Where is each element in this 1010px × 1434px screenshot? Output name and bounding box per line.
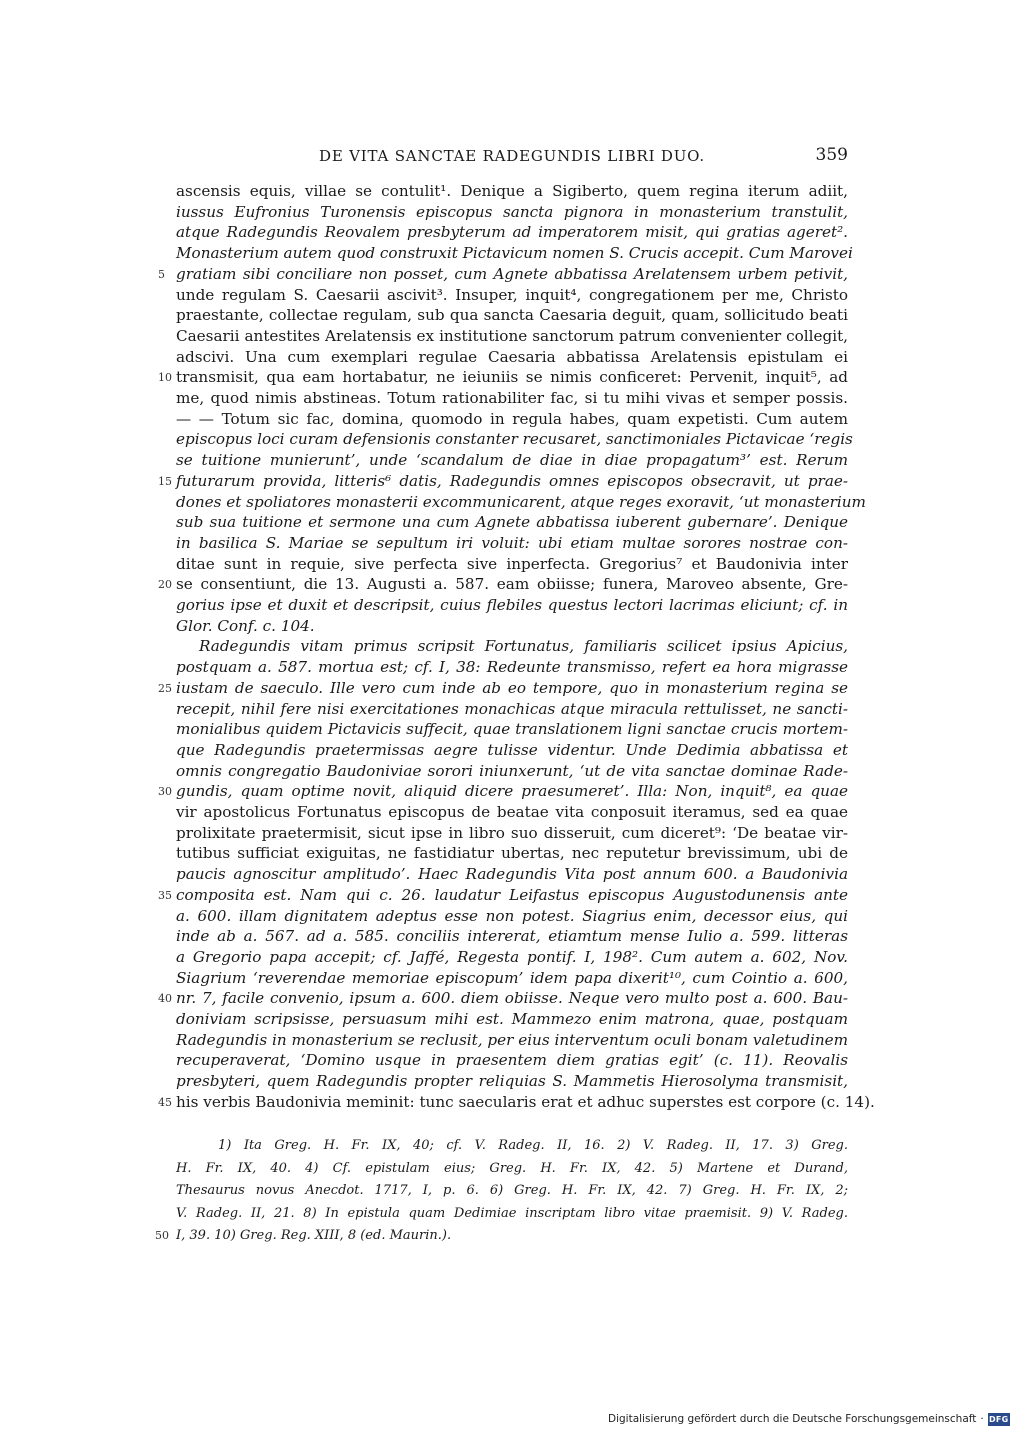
text-line-content: tutibus sufficiat exiguitas, ne fastidiatur ubertas, nec reputetur brevissimum, ubi de	[176, 844, 848, 863]
text-line-content: futurarum provida, litteris⁶ datis, Radegundis omnes episcopos obsecravit, ut prae-	[176, 471, 848, 490]
text-line	[176, 595, 848, 616]
text-line-content: composita est. Nam qui c. 26. laudatur Leifastus episcopus Augustodunensis ante	[176, 885, 848, 904]
text-line-content: omnis congregatio Baudoniviae sorori iniunxerunt, ‘ut de vita sanctae dominae Rade-	[176, 761, 848, 780]
text-line	[176, 657, 848, 678]
text-line	[176, 843, 848, 864]
text-line	[176, 243, 853, 264]
text-line	[176, 636, 848, 657]
text-line-content: que Radegundis praetermissas aegre tulisse videntur. Unde Dedimia abbatissa et	[176, 740, 848, 759]
line-number: 45	[158, 1095, 172, 1109]
text-line-content: in basilica S. Mariae se sepultum iri voluit: ubi etiam multae sorores nostrae con-	[176, 533, 848, 552]
text-line-content: transmisit, qua eam hortabatur, ne ieiuniis se nimis conficeret: Pervenit, inquit⁵, ad	[176, 368, 848, 387]
text-line	[176, 740, 848, 761]
text-line-content: adscivi. Una cum exemplari regulae Caesaria abbatissa Arelatensis epistulam ei	[176, 347, 848, 366]
text-line	[158, 574, 848, 595]
text-line-content: sub sua tuitione et sermone una cum Agnete abbatissa iuberent gubernare’. Denique	[176, 513, 848, 532]
text-line-content: Radegundis vitam primus scripsit Fortunatus, familiaris scilicet ipsius Apicius,	[199, 637, 848, 656]
footnote-line-content: H. Fr. IX, 40. 4) Cf. epistulam eius; Greg. H. Fr. IX, 42. 5) Martene et Durand,	[176, 1160, 848, 1176]
text-line	[176, 616, 848, 637]
text-line	[176, 1050, 848, 1071]
text-line	[158, 471, 848, 492]
text-line	[176, 409, 848, 430]
text-line-content: monialibus quidem Pictavicis suffecit, quae translationem ligni sanctae crucis mortem-	[176, 720, 848, 739]
footnote-line	[176, 1203, 848, 1225]
text-line-content: his verbis Baudonivia meminit: tunc saecularis erat et adhuc superstes est corpore (c. 14).	[176, 1092, 875, 1111]
text-line	[176, 492, 866, 513]
text-line-content: se tuitione munierunt’, unde ‘scandalum de diae in diae propagatum³’ est. Rerum	[176, 451, 848, 470]
text-line-content: recepit, nihil fere nisi exercitationes monachicas atque miracula rettulisset, ne sancti-	[176, 699, 848, 718]
text-line	[176, 947, 848, 968]
text-line	[176, 699, 848, 720]
text-line	[158, 988, 848, 1009]
text-line-content: praestante, collectae regulam, sub qua sancta Caesaria deguit, quam, sollicitudo beati	[176, 306, 848, 325]
text-line-content: dones et spoliatores monasterii excommunicarent, atque reges exoravit, ‘ut monasterium	[176, 492, 866, 511]
footnote-line	[176, 1180, 848, 1202]
text-line-content: iustam de saeculo. Ille vero cum inde ab eo tempore, quo in monasterium regina se	[176, 678, 848, 697]
text-line	[176, 181, 848, 202]
line-number: 25	[158, 681, 172, 695]
line-number: 20	[158, 578, 172, 592]
text-line	[176, 802, 848, 823]
text-line	[176, 347, 848, 368]
text-line	[176, 968, 848, 989]
text-line-content: prolixitate praetermisit, sicut ipse in libro suo disseruit, cum diceret⁹: ‘De beatae vir-	[176, 823, 848, 842]
text-line-content: Caesarii antestites Arelatensis ex institutione sanctorum patrum convenienter collegit,	[176, 326, 848, 345]
line-number: 40	[158, 992, 172, 1006]
text-line-content: se consentiunt, die 13. Augusti a. 587. eam obiisse; funera, Maroveo absente, Gre-	[176, 575, 848, 594]
text-line	[176, 1030, 848, 1051]
text-line	[176, 926, 848, 947]
text-line	[176, 761, 848, 782]
text-line-content: gundis, quam optime novit, aliquid dicere praesumeret’. Illa: Non, inquit⁸, ea quae	[176, 782, 848, 801]
text-line-content: Monasterium autem quod construxit Pictavicum nomen S. Crucis accepit. Cum Marovei	[176, 244, 853, 263]
text-line	[176, 305, 848, 326]
text-line	[176, 326, 848, 347]
footnote-line	[176, 1158, 848, 1180]
digitization-credit: Digitalisierung gefördert durch die Deutsche Forschungsgemeinschaft · DFG	[608, 1413, 1009, 1425]
text-line	[176, 823, 848, 844]
text-line	[176, 202, 848, 223]
text-line	[158, 367, 848, 388]
line-number: 35	[158, 888, 172, 902]
text-line	[176, 533, 848, 554]
text-line	[176, 429, 853, 450]
text-line	[158, 1092, 875, 1113]
footnote-line-content: V. Radeg. II, 21. 8) In epistula quam Dedimiae inscriptam libro vitae praemisit. 9) V. Radeg.	[176, 1205, 848, 1221]
text-line-content: a. 600. illam dignitatem adeptus esse non potest. Siagrius enim, decessor eius, qui	[176, 906, 848, 925]
text-line-content: inde ab a. 567. ad a. 585. conciliis intererat, etiamtum mense Iulio a. 599. litteras	[176, 927, 848, 946]
text-line-content: atque Radegundis Reovalem presbyterum ad imperatorem misit, qui gratias ageret².	[176, 223, 848, 242]
text-line-content: Siagrium ‘reverendae memoriae episcopum’ idem papa dixerit¹⁰, cum Cointio a. 600,	[176, 968, 848, 987]
text-line	[176, 1071, 848, 1092]
line-number: 5	[158, 267, 165, 281]
text-line-content: nr. 7, facile convenio, ipsum a. 600. diem obiisse. Neque vero multo post a. 600. Bau-	[176, 989, 848, 1008]
dfg-logo: DFG	[988, 1414, 1009, 1424]
text-line	[158, 678, 848, 699]
footnote-line-content: 1) Ita Greg. H. Fr. IX, 40; cf. V. Radeg. II, 16. 2) V. Radeg. II, 17. 3) Greg.	[218, 1138, 848, 1153]
text-line-content: ditae sunt in requie, sive perfecta sive inperfecta. Gregorius⁷ et Baudonivia inter	[176, 554, 848, 573]
text-line-content: doniviam scripsisse, persuasum mihi est. Mammezo enim matrona, quae, postquam	[176, 1010, 848, 1028]
line-number: 50	[155, 1229, 169, 1242]
footnote-line-content: I, 39. 10) Greg. Reg. XIII, 8 (ed. Maurin.).	[176, 1228, 452, 1243]
footnote-line	[176, 1135, 848, 1157]
text-line	[176, 222, 848, 243]
footnote-line-content: Thesaurus novus Anecdot. 1717, I, p. 6. 6) Greg. H. Fr. IX, 42. 7) Greg. H. Fr. IX, 2;	[176, 1183, 848, 1198]
text-line-content: Radegundis in monasterium se reclusit, per eius interventum oculi bonam valetudinem	[176, 1030, 848, 1049]
text-line-content: paucis agnoscitur amplitudo’. Haec Radegundis Vita post annum 600. a Baudonivia	[176, 865, 848, 884]
text-line	[176, 512, 848, 533]
text-line	[176, 554, 848, 575]
text-line-content: unde regulam S. Caesarii ascivit³. Insuper, inquit⁴, congregationem per me, Christo	[176, 285, 848, 304]
text-line-content: — — Totum sic fac, domina, quomodo in regula habes, quam expetisti. Cum autem	[176, 409, 848, 428]
line-number: 30	[158, 785, 172, 799]
text-line-content: postquam a. 587. mortua est; cf. I, 38: Redeunte transmisso, refert ea hora migrasse	[176, 658, 848, 677]
text-line-content: presbyteri, quem Radegundis propter reliquias S. Mammetis Hierosolyma transmisit,	[176, 1072, 848, 1091]
text-line-content: episcopus loci curam defensionis constanter recusaret, sanctimoniales Pictavicae ‘regis	[176, 430, 853, 449]
running-title: DE VITA SANCTAE RADEGUNDIS LIBRI DUO.	[319, 147, 705, 165]
text-line-content: gorius ipse et duxit et descripsit, cuius flebiles questus lectori lacrimas eliciunt; cf. in	[176, 596, 848, 614]
text-line	[176, 285, 848, 306]
text-line	[176, 719, 848, 740]
text-line-content: iussus Eufronius Turonensis episcopus sancta pignora in monasterium transtulit,	[176, 202, 848, 221]
line-number: 10	[158, 371, 172, 385]
text-line	[176, 906, 848, 927]
text-line-content: vir apostolicus Fortunatus episcopus de beatae vita conposuit iteramus, sed ea quae	[176, 803, 848, 821]
text-line	[176, 388, 848, 409]
footnote-line	[155, 1225, 848, 1247]
text-line-content: a Gregorio papa accepit; cf. Jaffé, Regesta pontif. I, 198². Cum autem a. 602, Nov.	[176, 947, 848, 966]
text-line-content: recuperaverat, ‘Domino usque in praesentem diem gratias egit’ (c. 11). Reovalis	[176, 1051, 848, 1070]
text-line	[176, 1009, 848, 1030]
text-line-content: gratiam sibi conciliare non posset, cum Agnete abbatissa Arelatensem urbem petivit,	[176, 264, 848, 283]
text-line-content: me, quod nimis abstineas. Totum rationabiliter fac, si tu mihi vivas et semper possis.	[176, 389, 848, 407]
text-line-content: ascensis equis, villae se contulit¹. Denique a Sigiberto, quem regina iterum adiit,	[176, 182, 848, 200]
page-number: 359	[815, 145, 848, 165]
text-line	[158, 885, 848, 906]
credit-text: Digitalisierung gefördert durch die Deutsche Forschungsgemeinschaft	[608, 1413, 977, 1425]
running-header	[176, 145, 848, 169]
line-number: 15	[158, 474, 172, 488]
text-line	[176, 450, 848, 471]
text-line	[176, 864, 848, 885]
text-line	[158, 781, 848, 802]
text-line-content: Glor. Conf. c. 104.	[176, 616, 315, 635]
text-line	[158, 264, 848, 285]
